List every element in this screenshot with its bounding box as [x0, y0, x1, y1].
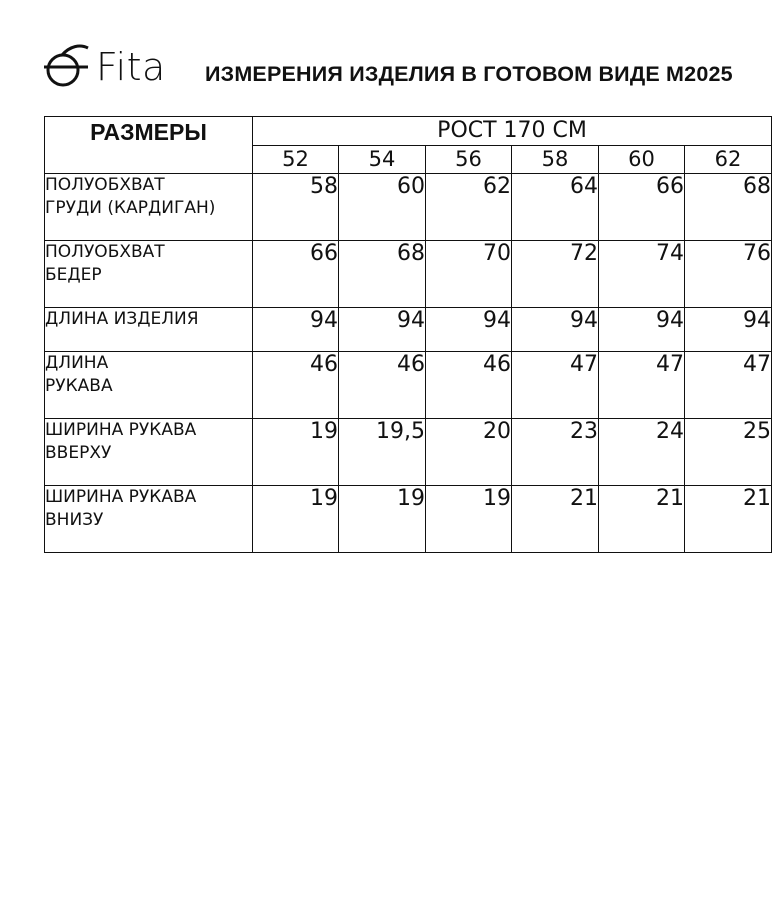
table-cell: 94 — [599, 308, 685, 352]
table-row — [45, 241, 772, 308]
size-header: 54 — [339, 146, 426, 174]
table-cell: 68 — [339, 241, 426, 308]
table-cell: 94 — [253, 308, 339, 352]
brand-logo — [44, 42, 174, 90]
table-row — [45, 486, 772, 553]
table-cell: 76 — [685, 241, 772, 308]
table-cell: 94 — [426, 308, 512, 352]
size-header: 60 — [599, 146, 685, 174]
measurements-table — [44, 116, 772, 553]
table-header-row — [45, 117, 772, 146]
table-row — [45, 174, 772, 241]
table-cell: 47 — [599, 352, 685, 419]
table-cell: 64 — [512, 174, 599, 241]
table-cell: 24 — [599, 419, 685, 486]
size-header: 52 — [253, 146, 339, 174]
table-cell: 19 — [426, 486, 512, 553]
table-cell: 94 — [512, 308, 599, 352]
table-cell: 19 — [253, 486, 339, 553]
row-label: ПОЛУОБХВАТ ГРУДИ (КАРДИГАН) — [45, 174, 253, 241]
table-cell: 19 — [339, 486, 426, 553]
table-cell: 46 — [339, 352, 426, 419]
table-row — [45, 419, 772, 486]
table-cell: 23 — [512, 419, 599, 486]
table-cell: 21 — [599, 486, 685, 553]
table-cell: 94 — [339, 308, 426, 352]
table-cell: 19 — [253, 419, 339, 486]
brand-logo-icon — [44, 42, 94, 90]
row-label: ДЛИНА РУКАВА — [45, 352, 253, 419]
table-cell: 47 — [512, 352, 599, 419]
table-cell: 94 — [685, 308, 772, 352]
size-header: 58 — [512, 146, 599, 174]
table-cell: 70 — [426, 241, 512, 308]
table-cell: 62 — [426, 174, 512, 241]
table-cell: 46 — [253, 352, 339, 419]
table-cell: 58 — [253, 174, 339, 241]
table-cell: 21 — [685, 486, 772, 553]
table-cell: 25 — [685, 419, 772, 486]
size-header: 56 — [426, 146, 512, 174]
table-cell: 20 — [426, 419, 512, 486]
brand-logo-text: Fita — [96, 45, 166, 89]
table-cell: 66 — [599, 174, 685, 241]
sizes-corner-header: РАЗМЕРЫ — [45, 117, 253, 174]
table-cell: 47 — [685, 352, 772, 419]
table-cell: 72 — [512, 241, 599, 308]
row-label: ШИРИНА РУКАВА ВНИЗУ — [45, 486, 253, 553]
row-label: ПОЛУОБХВАТ БЕДЕР — [45, 241, 253, 308]
height-header: РОСТ 170 СМ — [253, 117, 772, 146]
table-cell: 19,5 — [339, 419, 426, 486]
table-cell: 60 — [339, 174, 426, 241]
size-header: 62 — [685, 146, 772, 174]
page-title: ИЗМЕРЕНИЯ ИЗДЕЛИЯ В ГОТОВОМ ВИДЕ М2025 — [205, 62, 733, 86]
table-cell: 74 — [599, 241, 685, 308]
table-cell: 68 — [685, 174, 772, 241]
table-row — [45, 308, 772, 352]
table-cell: 46 — [426, 352, 512, 419]
row-label: ШИРИНА РУКАВА ВВЕРХУ — [45, 419, 253, 486]
table-cell: 21 — [512, 486, 599, 553]
row-label: ДЛИНА ИЗДЕЛИЯ — [45, 308, 253, 352]
table-row — [45, 352, 772, 419]
table-cell: 66 — [253, 241, 339, 308]
